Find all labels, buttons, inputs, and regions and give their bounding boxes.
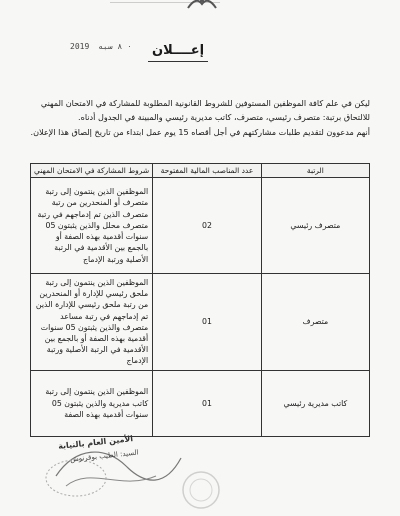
intro-paragraph-1: ليكن في علم كافة الموظفين المستوفين للشروط القانونية المطلوبة للمشاركة في الامتحان المهني للالتحاق برتبة: متصرف رئيسي، متصرف، كاتب مديرية رئيسي والمبينة في الجدول أدناه. bbox=[40, 98, 370, 123]
count-cell: 01 bbox=[153, 370, 262, 436]
document-header bbox=[0, 0, 400, 12]
issue-date bbox=[70, 42, 132, 51]
conditions-cell: الموظفين الذين ينتمون إلى رتبة متصرف أو المنحدرين من رتبة متصرف الذين تم إدماجهم في رتبة متصرف محلل والذين يثبتون 05 سنوات أقدمية بهذه الصفة أو بالجمع بين الأقدمية في الرتبة الأصلية ورتبة الإدماج bbox=[31, 178, 153, 274]
count-cell: 02 bbox=[153, 178, 262, 274]
header-conditions: شروط المشاركة في الامتحان المهني bbox=[31, 164, 153, 178]
rank-cell: متصرف bbox=[261, 274, 369, 371]
table-row bbox=[31, 274, 370, 371]
header-count: عدد المناصب المالية المفتوحة bbox=[153, 164, 262, 178]
rank-cell: متصرف رئيسي bbox=[261, 178, 369, 274]
table-row bbox=[31, 370, 370, 436]
issue-date-year: 2019 bbox=[70, 42, 90, 51]
intro-paragraph-2: أنهم مدعوون لتقديم طلبات مشاركتهم في أجل أقصاه 15 يوم عمل ابتداء من تاريخ إلصاق هذا الإعلان. bbox=[30, 126, 370, 137]
ministry-logo-icon bbox=[182, 0, 222, 10]
positions-table bbox=[30, 163, 370, 437]
title-underline bbox=[148, 61, 208, 62]
count-cell: 01 bbox=[153, 274, 262, 371]
rank-cell: كاتب مديرية رئيسي bbox=[261, 370, 369, 436]
issue-date-marks: ٠ ٨ سبه bbox=[98, 42, 132, 51]
page-title: إعــــلان bbox=[152, 43, 205, 58]
conditions-cell: الموظفين الذين ينتمون إلى رتبة ملحق رئيسي للإدارة أو المنحدرين من رتبة ملحق رئيسي للإدارة الذين تم إدماجهم في رتبة مساعد متصرف والذين يثبتون 05 سنوات أقدمية بهذه الصفة أو بالجمع بين الأقدمية في الرتبة الأصلية ورتبة الإدماج bbox=[31, 274, 153, 371]
table-header-row bbox=[31, 164, 370, 178]
official-stamp-icon bbox=[172, 468, 230, 512]
signature-title: الأمين العام بالنيابة bbox=[57, 434, 134, 451]
signature-name: السيد: الطيب بوقرنوش bbox=[69, 448, 139, 464]
intro-text bbox=[26, 96, 370, 139]
table-row bbox=[31, 178, 370, 274]
conditions-cell: الموظفين الذين ينتمون إلى رتبة كاتب مديرية والذين يثبتون 05 سنوات أقدمية بهذه الصفة bbox=[31, 370, 153, 436]
header-rank: الرتبة bbox=[261, 164, 369, 178]
